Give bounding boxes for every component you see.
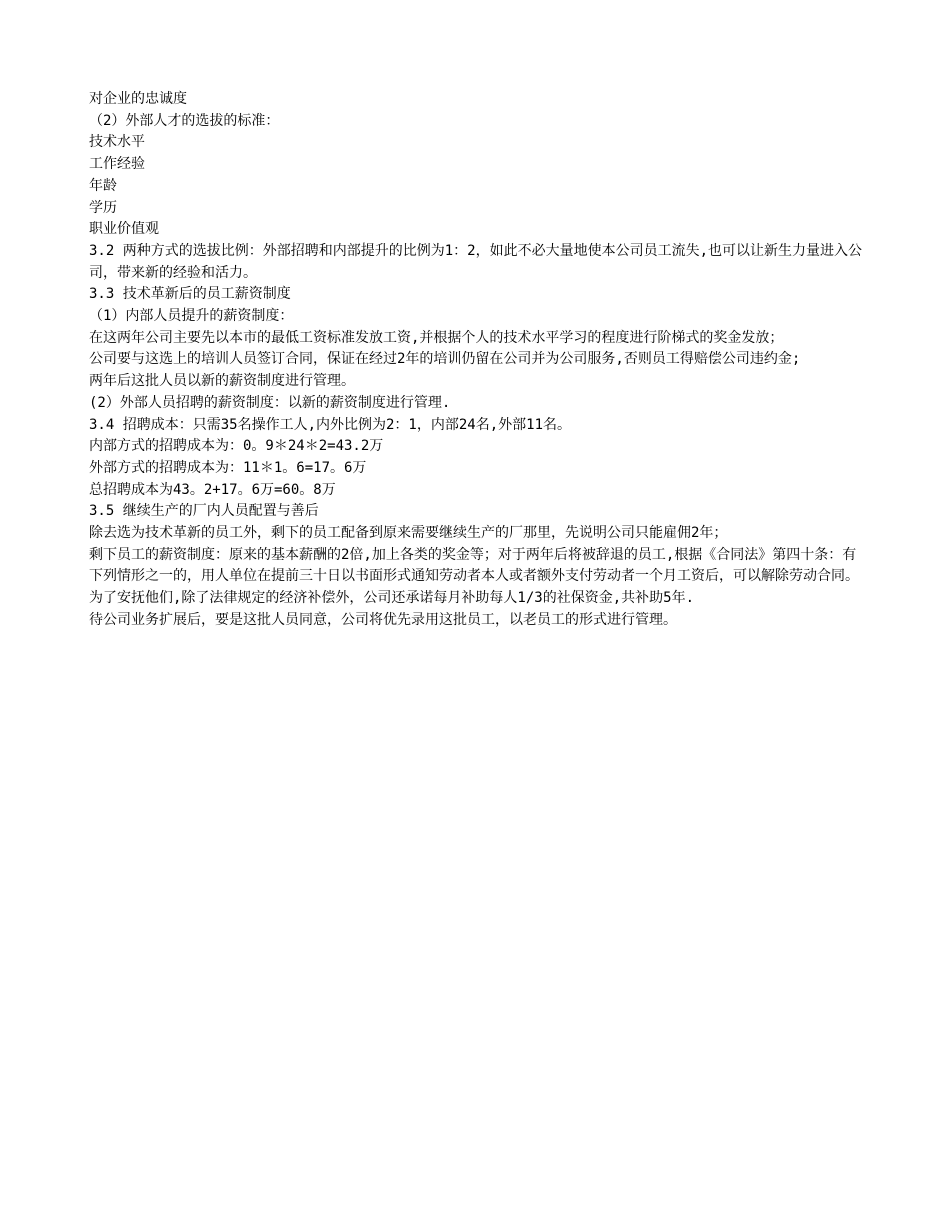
paragraph-total-cost: 总招聘成本为43。2+17。6万=60。8万 bbox=[89, 481, 336, 498]
paragraph-external-cost: 外部方式的招聘成本为：11＊1。6=17。6万 bbox=[89, 459, 367, 476]
paragraph-internal-salary-3: 两年后这批人员以新的薪资制度进行管理。 bbox=[89, 373, 355, 390]
paragraph-internal-salary-2: 公司要与这选上的培训人员签订合同，保证在经过2年的培训仍留在公司并为公司服务,否则员工得赔偿公司违约金; bbox=[89, 351, 801, 368]
paragraph-criterion-age: 年龄 bbox=[89, 177, 117, 194]
paragraph-internal-salary-1: 在这两年公司主要先以本市的最低工资标准发放工资,并根据个人的技术水平学习的程度进行阶梯式的奖金发放； bbox=[89, 329, 784, 346]
paragraph-section-3-2: 3.2 两种方式的选拔比例：外部招聘和内部提升的比例为1：2，如此不必大量地使本公司员工流失,也可以让新生力量进入公司，带来新的经验和活力。 bbox=[89, 242, 862, 281]
paragraph-criterion-education: 学历 bbox=[89, 199, 117, 216]
paragraph-loyalty: 对企业的忠诚度 bbox=[89, 91, 187, 107]
section-heading-3-3: 3.3 技术革新后的员工薪资制度 bbox=[89, 286, 291, 303]
paragraph-remaining-staff: 除去选为技术革新的员工外，剩下的员工配备到原来需要继续生产的厂那里，先说明公司只能雇佣2年； bbox=[89, 525, 728, 542]
paragraph-criterion-experience: 工作经验 bbox=[89, 156, 145, 173]
paragraph-future-rehire: 待公司业务扩展后，要是这批人员同意，公司将优先录用这批员工，以老员工的形式进行管理。 bbox=[89, 611, 677, 628]
paragraph-internal-cost: 内部方式的招聘成本为：0。9＊24＊2=43.2万 bbox=[89, 438, 384, 455]
section-heading-3-5: 3.5 继续生产的厂内人员配置与善后 bbox=[89, 503, 319, 520]
paragraph-internal-salary-heading: （1）内部人员提升的薪资制度： bbox=[89, 308, 294, 325]
paragraph-remaining-salary: 剩下员工的薪资制度：原来的基本薪酬的2倍,加上各类的奖金等；对于两年后将被辞退的员工,根据《合同法》第四十条：有下列情形之一的，用人单位在提前三十日以书面形式通知劳动者本人或者额外支付劳动者一个月工资后，可以解除劳动合同。为了安抚他们,除了法律规定的经济补偿外，公司还承诺每月补助每人1/3的社保资金,共补助5年. bbox=[89, 546, 859, 607]
paragraph-external-salary: (2）外部人员招聘的薪资制度：以新的薪资制度进行管理. bbox=[89, 394, 451, 411]
paragraph-external-criteria-heading: （2）外部人才的选拔的标准： bbox=[89, 112, 280, 129]
document-body bbox=[89, 89, 864, 632]
paragraph-criterion-skill: 技术水平 bbox=[89, 134, 145, 151]
paragraph-section-3-4: 3.4 招聘成本：只需35名操作工人,内外比例为2：1，内部24名,外部11名。 bbox=[89, 416, 572, 433]
paragraph-criterion-values: 职业价值观 bbox=[89, 221, 159, 238]
